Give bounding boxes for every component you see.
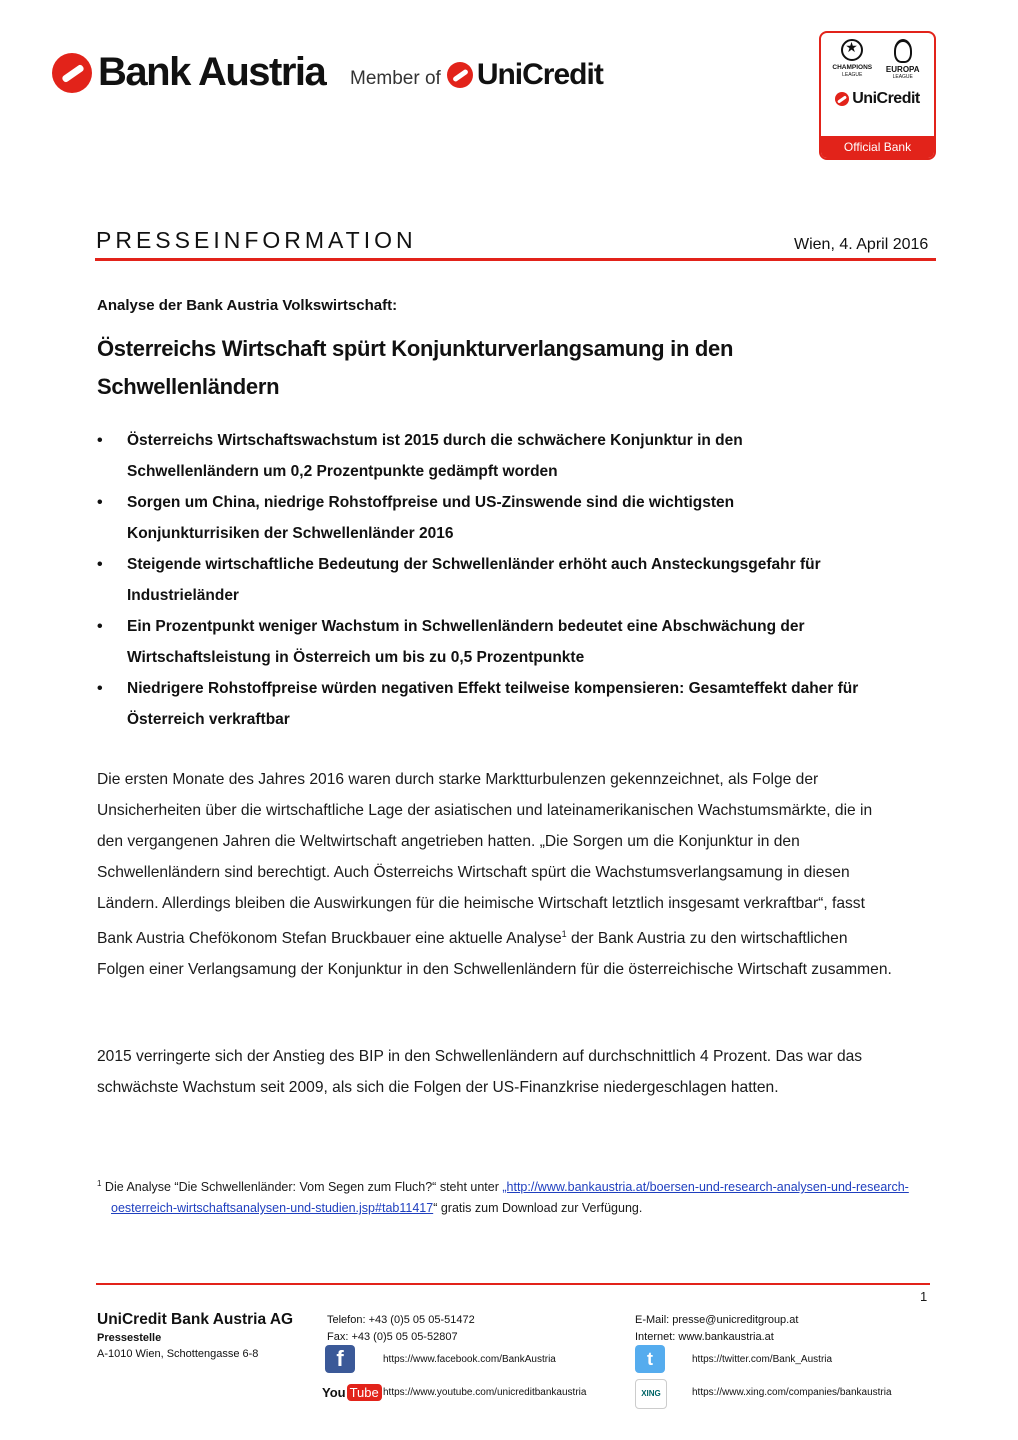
article-subhead: Analyse der Bank Austria Volkswirtschaft: — [97, 297, 398, 314]
xing-link[interactable]: https://www.xing.com/companies/bankaustria — [692, 1387, 892, 1398]
footnote-reference[interactable]: 1 — [561, 929, 567, 939]
champions-line1: CHAMPIONS — [832, 64, 873, 71]
xing-icon[interactable]: XING — [635, 1379, 667, 1409]
page-title: PRESSEINFORMATION — [96, 227, 417, 253]
footnote-link[interactable]: „http://www.bankaustria.at/boersen-und-research-analysen-und-research-oesterreich-wirtschaftsanalysen-und-studien.jsp#tab11417 — [111, 1180, 909, 1216]
twitter-link[interactable]: https://twitter.com/Bank_Austria — [692, 1354, 833, 1365]
facebook-link[interactable]: https://www.facebook.com/BankAustria — [383, 1354, 556, 1365]
champions-line2: LEAGUE — [842, 72, 863, 78]
unicredit-mark-icon — [52, 53, 92, 93]
member-of-unicredit-logo — [350, 58, 603, 92]
footer-divider — [96, 1283, 930, 1285]
footnote — [97, 1173, 941, 1219]
official-bank-badge — [819, 31, 936, 160]
facebook-icon[interactable]: f — [325, 1345, 355, 1373]
unicredit-mark-icon — [835, 92, 849, 106]
footnote-mark: 1 — [97, 1179, 102, 1188]
member-of-label: Member of — [350, 68, 441, 89]
list-item: • Sorgen um China, niedrige Rohstoffpreise und US-Zinswende sind die wichtigsten Konjunkturrisiken der Schwellenländer 2016 — [97, 487, 867, 549]
footnote-text-before: Die Analyse “Die Schwellenländer: Vom Segen zum Fluch?“ steht unter — [101, 1180, 503, 1195]
europa-line2: LEAGUE — [892, 74, 913, 80]
list-item: • Steigende wirtschaftliche Bedeutung der Schwellenländer erhöht auch Ansteckungsgefahr für Industrieländer — [97, 549, 867, 611]
footer-fax: Fax: +43 (0)5 05 05-52807 — [327, 1331, 458, 1343]
footnote-text-after: “ gratis zum Download zur Verfügung. — [433, 1201, 643, 1216]
body-paragraph-1 — [97, 764, 897, 985]
bank-austria-logo — [52, 50, 325, 95]
badge-official-label: Official Bank — [821, 136, 934, 158]
badge-sponsor: UniCredit — [852, 90, 920, 107]
title-divider — [95, 258, 936, 261]
release-date: Wien, 4. April 2016 — [794, 236, 929, 253]
europa-league-icon — [894, 39, 912, 63]
footer-email[interactable]: E-Mail: presse@unicreditgroup.at — [635, 1314, 799, 1326]
footer-internet[interactable]: Internet: www.bankaustria.at — [635, 1331, 774, 1343]
footer-phone: Telefon: +43 (0)5 05 05-51472 — [327, 1314, 475, 1326]
article-headline: Österreichs Wirtschaft spürt Konjunkturverlangsamung in den Schwellenländern — [97, 336, 734, 399]
youtube-link[interactable]: https://www.youtube.com/unicreditbankaustria — [383, 1387, 587, 1398]
page-number: 1 — [920, 1289, 928, 1304]
bank-name: Bank Austria — [98, 50, 326, 94]
twitter-icon[interactable]: t — [635, 1345, 665, 1373]
key-points-list — [97, 425, 867, 735]
youtube-icon[interactable] — [322, 1381, 379, 1405]
para1-text-a: Die ersten Monate des Jahres 2016 waren durch starke Marktturbulenzen gekennzeichnet, als Folge der Unsicherheiten über die wirtschaftliche Lage der asiatischen und lateinamerikanischen Wachstumsmärkte, die in den vergangenen Jahren die Weltwirtschaft angetrieben hatten. „Die Sorgen um die Konjunktur in den Schwellenländern sind berechtigt. Auch Österreichs Wirtschaft spürt die Wachstumsverlangsamung in diesen Ländern. Allerdings bleiben die Auswirkungen für die heimische Wirtschaft letztlich insgesamt verkraftbar“, fasst Bank Austria Chefökonom Stefan Bruckbauer eine aktuelle Analyse — [97, 771, 873, 948]
champions-league-icon — [841, 39, 863, 61]
para1-text-b: der Bank Austria zu den wirtschaftlichen Folgen einer Verlangsamung der Konjunktur in den Schwellenländern für die österreichische Wirtschaft zusammen. — [97, 930, 892, 979]
list-item: • Niedrigere Rohstoffpreise würden negativen Effekt teilweise kompensieren: Gesamteffekt daher für Österreich verkraftbar — [97, 673, 867, 735]
europa-line1: EUROPA — [885, 65, 920, 74]
parent-name: UniCredit — [476, 58, 603, 91]
footer-address: A-1010 Wien, Schottengasse 6-8 — [97, 1348, 259, 1360]
list-item: • Ein Prozentpunkt weniger Wachstum in Schwellenländern bedeutet eine Abschwächung der Wirtschaftsleistung in Österreich um bis zu 0,5 Prozentpunkte — [97, 611, 867, 673]
list-item: • Österreichs Wirtschaftswachstum ist 2015 durch die schwächere Konjunktur in den Schwellenländern um 0,2 Prozentpunkte gedämpft worden — [97, 425, 867, 487]
youtube-tube: Tube — [347, 1384, 382, 1401]
footer-department: Pressestelle — [97, 1332, 162, 1344]
footer-company: UniCredit Bank Austria AG — [97, 1311, 294, 1328]
unicredit-mark-icon — [447, 62, 473, 88]
youtube-you: You — [322, 1385, 346, 1400]
body-paragraph-2: 2015 verringerte sich der Anstieg des BIP in den Schwellenländern auf durchschnittlich 4 Prozent. Das war das schwächste Wachstum seit 2009, als sich die Folgen der US-Finanzkrise niedergeschlagen hatten. — [97, 1048, 863, 1096]
